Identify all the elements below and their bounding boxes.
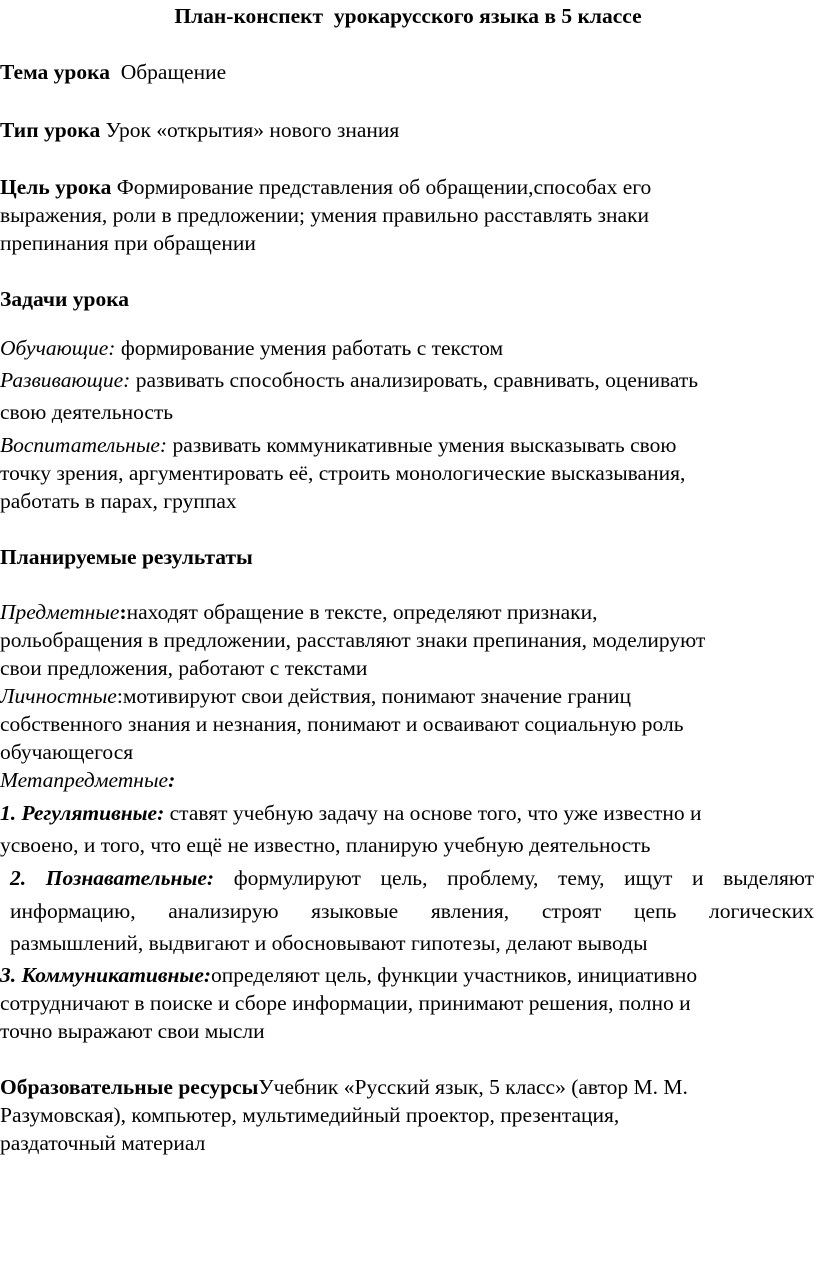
developing-text: развивать способность анализировать, сравнивать, оценивать — [135, 368, 699, 392]
results-personal-line-1 — [0, 682, 631, 710]
goal-label: Цель урока — [0, 175, 112, 199]
subject-text: находят обращение в тексте, определяют признаки, — [126, 600, 598, 624]
topic-label: Тема урока — [0, 60, 110, 84]
goal-line-2: выражения, роли в предложении; умения правильно расставлять знаки — [0, 203, 650, 227]
results-subject-line-3: свои предложения, работают с текстами — [0, 656, 368, 680]
tasks-developing-line-2: свою деятельность — [0, 400, 174, 424]
teaching-label: Обучающие: — [0, 336, 116, 360]
results-subject-line-1 — [0, 598, 597, 626]
results-cognitive-line-1 — [10, 864, 814, 892]
educational-text: развивать коммуникативные умения высказывать свою — [172, 433, 677, 457]
resources-label: Образовательные ресурсы — [0, 1075, 259, 1099]
resources-text: Учебник «Русский язык, 5 класс» (автор М. М. — [258, 1075, 688, 1099]
communicative-label: 3. Коммуникативные: — [0, 963, 212, 987]
type-value: Урок «открытия» нового знания — [105, 118, 400, 142]
page-title: План-конспект урокарусского языка в 5 классе — [174, 4, 642, 28]
results-regulative-line-1 — [0, 799, 702, 827]
type-line — [0, 116, 399, 144]
tasks-educational-line-1 — [0, 431, 676, 459]
topic-line — [0, 58, 226, 86]
results-subject-line-2: рольобращения в предложении, расставляют знаки препинания, моделируют — [0, 628, 706, 652]
tasks-developing-line-1 — [0, 366, 698, 394]
communicative-text: определяют цель, функции участников, инициативно — [211, 963, 698, 987]
resources-line-3: раздаточный материал — [0, 1131, 206, 1155]
results-personal-line-3: обучающегося — [0, 740, 134, 764]
goal-line-1 — [0, 173, 651, 201]
results-cognitive-line-2: информацию, анализирую языковые явления, строят цепь логических — [10, 899, 814, 923]
regulative-label: 1. Регулятивные: — [0, 801, 165, 825]
meta-colon: : — [168, 768, 176, 792]
results-cognitive-line-3: размышлений, выдвигают и обосновывают гипотезы, делают выводы — [10, 931, 648, 955]
results-communicative-line-1 — [0, 961, 697, 989]
teaching-text: формирование умения работать с текстом — [120, 336, 504, 360]
subject-label: Предметные — [0, 600, 120, 624]
results-personal-line-2: собственного знания и незнания, понимают и осваивают социальную роль — [0, 712, 684, 736]
tasks-educational-line-2: точку зрения, аргументировать её, строить монологические высказывания, — [0, 461, 686, 485]
developing-label: Развивающие: — [0, 368, 131, 392]
results-communicative-line-2: сотрудничают в поиске и сборе информации, принимают решения, полно и — [0, 991, 691, 1015]
personal-text: мотивируют свои действия, понимают значение границ — [122, 684, 632, 708]
results-heading: Планируемые результаты — [0, 545, 253, 569]
regulative-text: ставят учебную задачу на основе того, что уже известно и — [169, 801, 702, 825]
goal-text: Формирование представления об обращении,способах его — [116, 175, 652, 199]
tasks-educational-line-3: работать в парах, группах — [0, 489, 237, 513]
resources-line-2: Разумовская), компьютер, мультимедийный проектор, презентация, — [0, 1103, 620, 1127]
goal-line-3: препинания при обращении — [0, 231, 256, 255]
results-meta-line — [0, 766, 175, 794]
personal-colon: : — [116, 684, 123, 708]
subject-colon: : — [119, 600, 127, 624]
topic-value: Обращение — [120, 60, 227, 84]
tasks-teaching-line — [0, 334, 503, 362]
tasks-heading: Задачи урока — [0, 287, 130, 311]
type-label: Тип урока — [0, 118, 101, 142]
results-communicative-line-3: точно выражают свои мысли — [0, 1019, 265, 1043]
results-regulative-line-2: усвоено, и того, что ещё не известно, планирую учебную деятельность — [0, 833, 651, 857]
personal-label: Личностные — [0, 684, 117, 708]
educational-label: Воспитательные: — [0, 433, 168, 457]
resources-line-1 — [0, 1073, 688, 1101]
cognitive-text: формулируют цель, проблему, тему, ищут и выделяют — [233, 866, 815, 890]
cognitive-label: 2. Познавательные: — [10, 866, 215, 890]
meta-label: Метапредметные — [0, 768, 169, 792]
